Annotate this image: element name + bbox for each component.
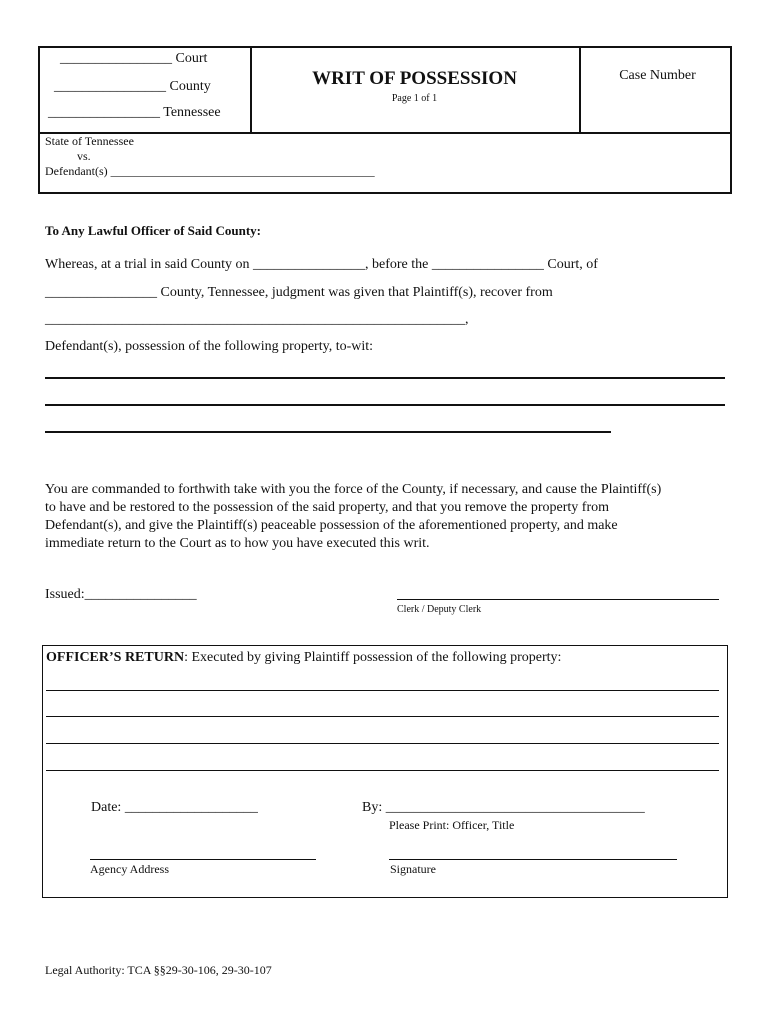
officers-return-text: : Executed by giving Plaintiff possession of the following property: [184,650,562,665]
command-line: You are commanded to forthwith take with you the force of the County, if necessary, and cause the Plaintiff(s) [45,482,662,497]
command-line: to have and be restored to the possession of the said property, and that you remove the property from [45,500,609,515]
property-line [45,404,725,406]
court-info-cell [40,48,252,132]
property-line [45,377,725,379]
case-number-cell [579,48,734,132]
state-label: ________________ Tennessee [48,105,221,120]
caption-defendant: Defendant(s) ____________________________________________ [45,164,375,178]
document-title: WRIT OF POSSESSION [312,68,517,89]
command-line: immediate return to the Court as to how you have executed this writ. [45,536,430,551]
judgment-line-2: ________________ County, Tennessee, judgment was given that Plaintiff(s), recover from [45,285,553,300]
caption-vs: vs. [77,149,91,163]
header-top-row [40,48,730,134]
by-label: By: _____________________________________ [362,800,645,815]
date-label: Date: ___________________ [91,800,258,815]
issued-label: Issued:________________ [45,587,197,602]
case-number-label: Case Number [619,68,696,83]
officers-return-heading [46,650,561,666]
caption-state: State of Tennessee [45,134,134,148]
page-number: Page 1 of 1 [391,93,438,104]
title-cell [250,48,579,132]
judgment-line-1: Whereas, at a trial in said County on ________________, before the ________________ Court, of [45,257,598,272]
signature-line [389,859,677,860]
salutation: To Any Lawful Officer of Said County: [45,223,261,238]
command-line: Defendant(s), and give the Plaintiff(s) peaceable possession of the aforementioned property, and make [45,518,618,533]
officers-return-box [42,645,728,898]
signature-label: Signature [390,862,436,876]
officers-return-title: OFFICER’S RETURN [46,650,185,665]
return-property-line [46,743,719,744]
return-property-line [46,770,719,771]
judgment-line-4: Defendant(s), possession of the following property, to-wit: [45,339,374,354]
legal-authority: Legal Authority: TCA §§29-30-106, 29-30-107 [45,963,272,977]
clerk-label: Clerk / Deputy Clerk [397,604,482,615]
agency-address-label: Agency Address [90,862,169,876]
property-line [45,431,611,433]
county-label: ________________ County [54,79,211,94]
return-property-line [46,716,719,717]
judgment-line-3: ____________________________________________________________, [45,312,469,327]
header-box [38,46,732,194]
return-property-line [46,690,719,691]
court-label: ________________ Court [60,51,208,66]
agency-address-line [90,859,316,860]
command-paragraph [45,481,745,553]
clerk-signature-line [397,599,719,600]
print-officer-label: Please Print: Officer, Title [389,818,515,832]
